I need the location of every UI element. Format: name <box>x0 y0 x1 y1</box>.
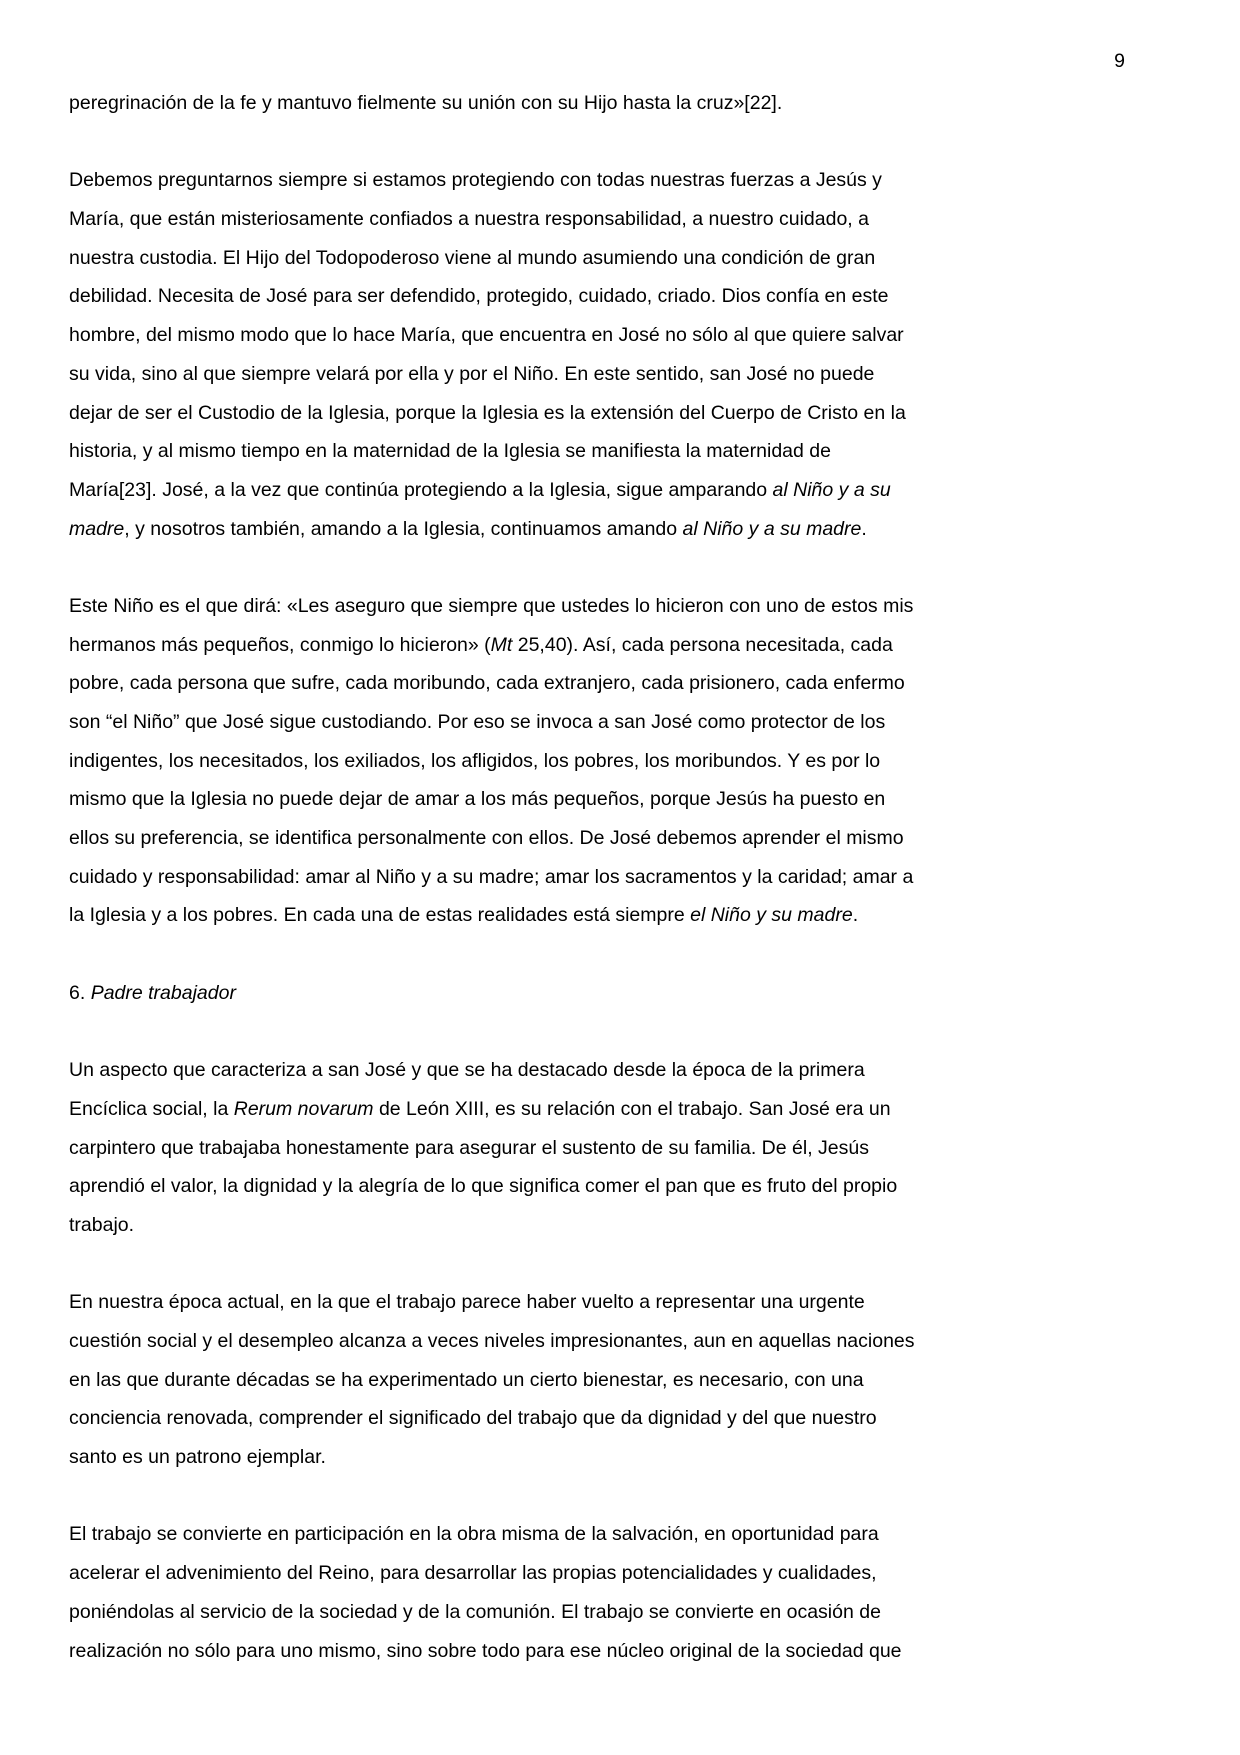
text-line <box>69 277 1179 316</box>
text-line <box>69 742 1179 781</box>
text-line <box>69 200 1179 239</box>
text-segment: peregrinación de la fe y mantuvo fielmente su unión con su Hijo hasta la cruz»[22]. <box>69 92 783 114</box>
italic-text-segment: el Niño y su madre <box>690 904 853 927</box>
text-line <box>69 1051 1179 1090</box>
text-segment: en las que durante décadas se ha experimentado un cierto bienestar, es necesario, con una <box>69 1368 864 1391</box>
text-segment: realización no sólo para uno mismo, sino sobre todo para ese núcleo original de la sociedad que <box>69 1639 902 1662</box>
text-segment: trabajo. <box>69 1213 135 1236</box>
text-segment: carpintero que trabajaba honestamente para asegurar el sustento de su familia. De él, Jesús <box>69 1136 869 1159</box>
text-segment: nuestra custodia. El Hijo del Todopoderoso viene al mundo asumiendo una condición de gran <box>69 246 876 269</box>
page-number: 9 <box>1114 50 1125 72</box>
text-line <box>69 587 1179 626</box>
text-segment: 25,40). Así, cada persona necesitada, cada <box>512 633 893 656</box>
text-line <box>69 819 1179 858</box>
text-line <box>69 626 1179 665</box>
text-line <box>69 1283 1179 1322</box>
text-segment: Debemos preguntarnos siempre si estamos protegiendo con todas nuestras fuerzas a Jesús y <box>69 169 882 192</box>
text-segment: la Iglesia y a los pobres. En cada una de estas realidades está siempre <box>69 904 691 927</box>
text-line <box>69 432 1179 471</box>
text-line <box>69 84 1179 123</box>
text-line <box>69 161 1179 200</box>
text-segment: ellos su preferencia, se identifica personalmente con ellos. De José debemos aprender el mismo <box>69 827 904 850</box>
text-line <box>69 471 1179 510</box>
text-segment: su vida, sino al que siempre velará por ella y por el Niño. En este sentido, san José no puede <box>69 362 875 385</box>
text-segment: dejar de ser el Custodio de la Iglesia, porque la Iglesia es la extensión del Cuerpo de Cristo en la <box>69 401 906 424</box>
text-segment: hombre, del mismo modo que lo hace María, que encuentra en José no sólo al que quiere salvar <box>69 324 904 347</box>
text-segment: 6. <box>69 981 91 1004</box>
text-segment: María, que están misteriosamente confiados a nuestra responsabilidad, a nuestro cuidado, a <box>69 208 869 231</box>
italic-text-segment: Padre trabajador <box>90 981 236 1004</box>
text-segment: indigentes, los necesitados, los exiliados, los afligidos, los pobres, los moribundos. Y es por lo <box>69 749 881 772</box>
text-segment: Encíclica social, la <box>69 1097 234 1120</box>
text-segment: historia, y al mismo tiempo en la maternidad de la Iglesia se manifiesta la maternidad de <box>69 440 831 463</box>
text-segment: de León XIII, es su relación con el trabajo. San José era un <box>373 1097 891 1120</box>
text-segment: cuestión social y el desempleo alcanza a veces niveles impresionantes, aun en aquellas naciones <box>69 1330 915 1352</box>
text-line <box>69 394 1179 433</box>
section-heading-6 <box>69 974 1179 1013</box>
text-line <box>69 703 1179 742</box>
text-segment: hermanos más pequeños, conmigo lo hicieron» ( <box>69 633 491 656</box>
text-segment: conciencia renovada, comprender el significado del trabajo que da dignidad y del que nuestro <box>69 1407 877 1430</box>
text-segment: mismo que la Iglesia no puede dejar de amar a los más pequeños, porque Jesús ha puesto en <box>69 788 886 811</box>
text-line <box>69 1206 1179 1245</box>
text-line <box>69 1167 1179 1206</box>
italic-text-segment: Rerum novarum <box>233 1097 374 1120</box>
text-segment: acelerar el advenimiento del Reino, para desarrollar las propias potencialidades y cualidades, <box>69 1562 877 1585</box>
text-line <box>69 974 1179 1013</box>
italic-text-segment: al Niño y a su madre <box>682 517 862 540</box>
text-line <box>69 316 1179 355</box>
text-line <box>69 858 1179 897</box>
paragraph-1 <box>69 84 1179 123</box>
text-line <box>69 896 1179 935</box>
text-segment: El trabajo se convierte en participación en la obra misma de la salvación, en oportunidad para <box>69 1523 879 1546</box>
text-segment: . <box>861 517 867 540</box>
italic-text-segment: Mt <box>490 633 513 656</box>
text-line <box>69 1593 1179 1632</box>
italic-text-segment: madre <box>69 517 125 540</box>
text-line <box>69 510 1179 549</box>
text-line <box>69 1129 1179 1168</box>
text-line <box>69 1632 1179 1671</box>
text-segment: . <box>852 904 859 927</box>
text-line <box>69 355 1179 394</box>
text-segment: poniéndolas al servicio de la sociedad y de la comunión. El trabajo se convierte en ocasión de <box>69 1600 881 1623</box>
text-line <box>69 1322 1179 1361</box>
text-line <box>69 1515 1179 1554</box>
paragraph-3 <box>69 587 1179 935</box>
text-segment: cuidado y responsabilidad: amar al Niño y a su madre; amar los sacramentos y la caridad; amar a <box>69 865 914 888</box>
text-segment: aprendió el valor, la dignidad y la alegría de lo que significa comer el pan que es fruto del propio <box>69 1175 898 1198</box>
text-line <box>69 239 1179 278</box>
text-segment: En nuestra época actual, en la que el trabajo parece haber vuelto a representar una urgente <box>69 1291 865 1314</box>
text-line <box>69 780 1179 819</box>
document-body <box>69 84 1179 1670</box>
text-line <box>69 1438 1179 1477</box>
paragraph-2 <box>69 161 1179 548</box>
paragraph-5 <box>69 1283 1179 1476</box>
text-line <box>69 1554 1179 1593</box>
text-line <box>69 1090 1179 1129</box>
text-segment: son “el Niño” que José sigue custodiando. Por eso se invoca a san José como protector de los <box>69 711 886 733</box>
text-segment: Un aspecto que caracteriza a san José y que se ha destacado desde la época de la primera <box>69 1059 865 1082</box>
text-line <box>69 1399 1179 1438</box>
text-segment: Este Niño es el que dirá: «Les aseguro que siempre que ustedes lo hicieron con uno de estos mis <box>69 594 914 617</box>
text-line <box>69 664 1179 703</box>
text-segment: santo es un patrono ejemplar. <box>69 1446 326 1469</box>
text-segment: , y nosotros también, amando a la Iglesia, continuamos amando <box>124 517 683 540</box>
paragraph-4 <box>69 1051 1179 1244</box>
italic-text-segment: al Niño y a su <box>772 478 891 501</box>
text-line <box>69 1361 1179 1400</box>
text-segment: María[23]. José, a la vez que continúa protegiendo a la Iglesia, sigue amparando <box>69 478 773 501</box>
paragraph-6 <box>69 1515 1179 1670</box>
text-segment: pobre, cada persona que sufre, cada moribundo, cada extranjero, cada prisionero, cada enfermo <box>69 672 905 695</box>
text-segment: debilidad. Necesita de José para ser defendido, protegido, cuidado, criado. Dios confía en este <box>69 285 889 308</box>
